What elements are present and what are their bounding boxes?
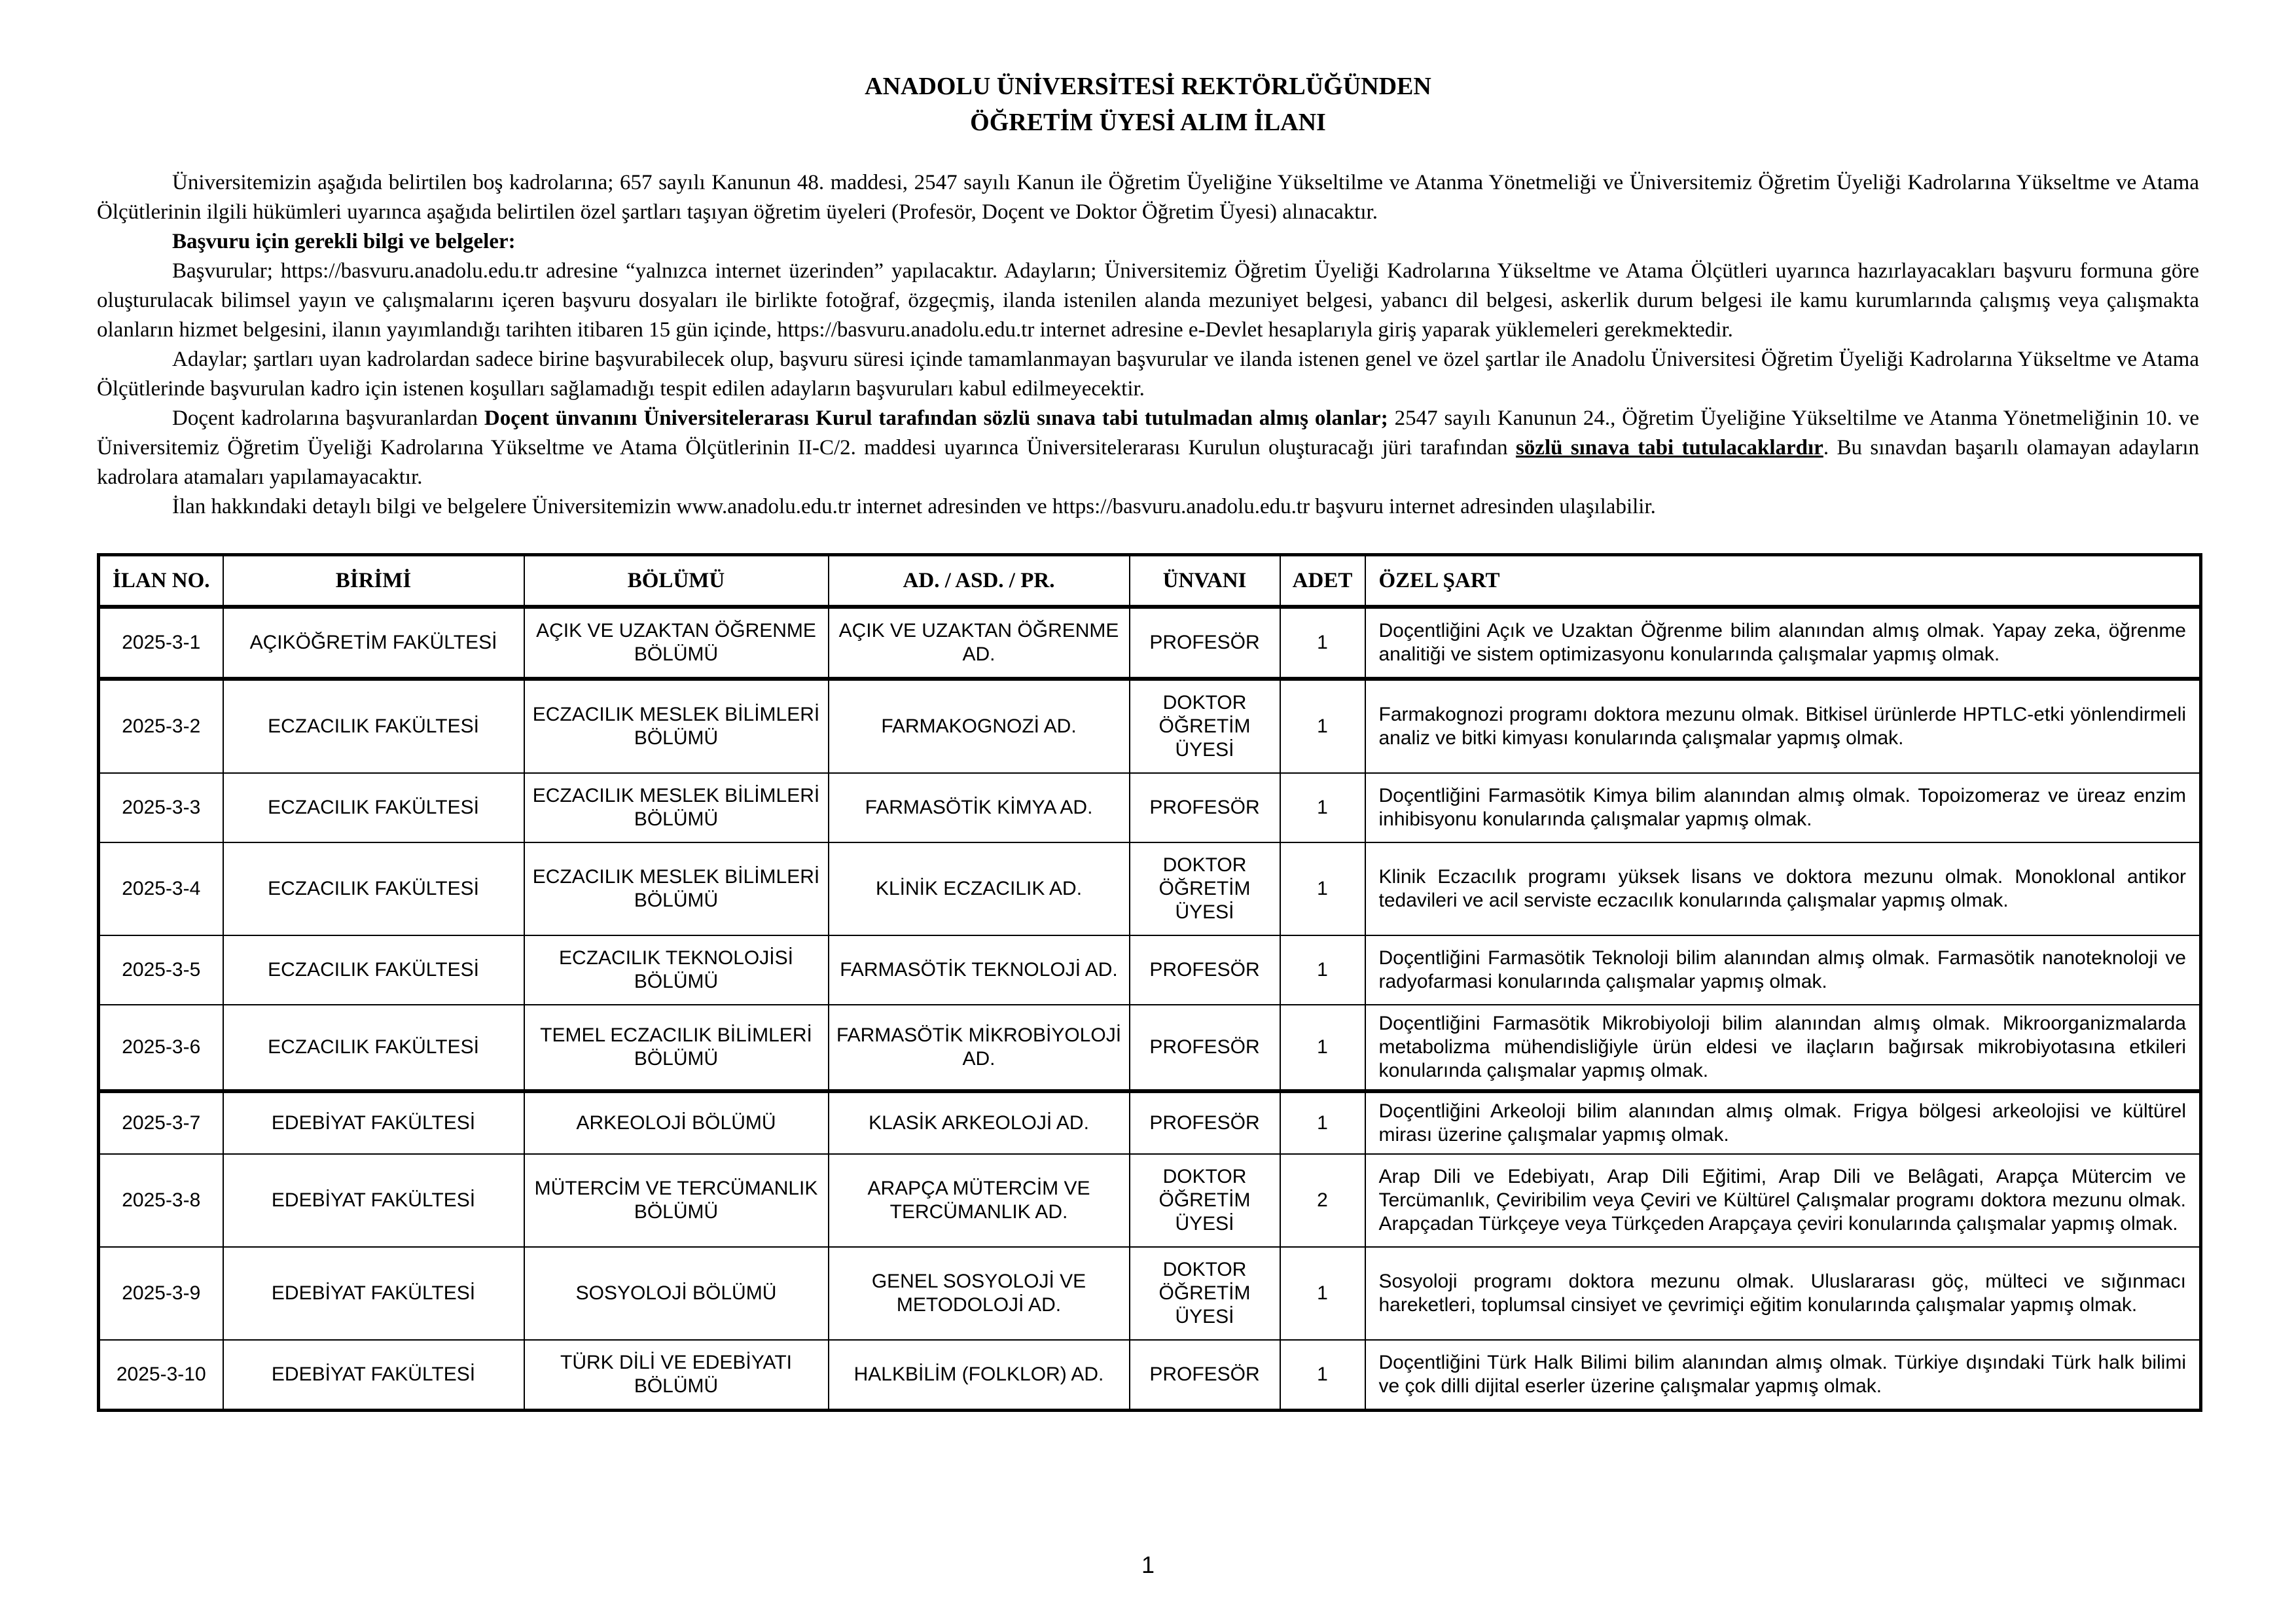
p4-bold-segment-1: Doçent ünvanını Üniversitelerarası Kurul tarafından sözlü sınava tabi tutulmadan almış olanlar; — [484, 406, 1388, 430]
cell-adet: 1 — [1280, 1005, 1365, 1091]
cell-ilan-no: 2025-3-8 — [99, 1154, 223, 1247]
cell-unvani: DOKTOR ÖĞRETİM ÜYESİ — [1130, 842, 1280, 935]
cell-ilan-no: 2025-3-10 — [99, 1340, 223, 1411]
cell-ilan-no: 2025-3-6 — [99, 1005, 223, 1091]
cell-ad: ARAPÇA MÜTERCİM VE TERCÜMANLIK AD. — [829, 1154, 1130, 1247]
cell-unvani: DOKTOR ÖĞRETİM ÜYESİ — [1130, 1247, 1280, 1340]
page-title-line-2: ÖĞRETİM ÜYESİ ALIM İLANI — [970, 109, 1326, 136]
cell-ilan-no: 2025-3-7 — [99, 1091, 223, 1154]
intro-paragraph-5: İlan hakkındaki detaylı bilgi ve belgelere Üniversitemizin www.anadolu.edu.tr internet adresinden ve https://basvuru.anadolu.edu.tr başvuru internet adresinden ulaşılabilir. — [172, 495, 1656, 518]
table-row — [99, 1091, 2201, 1154]
table-row — [99, 1154, 2201, 1247]
column-header-bolumu: BÖLÜMÜ — [524, 555, 829, 607]
cell-unvani: PROFESÖR — [1130, 1091, 1280, 1154]
intro-text — [97, 168, 2199, 522]
cell-ilan-no: 2025-3-3 — [99, 773, 223, 842]
cell-unvani: PROFESÖR — [1130, 935, 1280, 1005]
cell-birimi: EDEBİYAT FAKÜLTESİ — [223, 1154, 524, 1247]
cell-adet: 1 — [1280, 607, 1365, 679]
column-header-ilan-no: İLAN NO. — [99, 555, 223, 607]
cell-ozel-sart: Doçentliğini Farmasötik Kimya bilim alanından almış olmak. Topoizomeraz ve üreaz enzim inhibisyonu konularında çalışmalar yapmış olmak. — [1365, 773, 2201, 842]
cell-bolumu: TÜRK DİLİ VE EDEBİYATI BÖLÜMÜ — [524, 1340, 829, 1411]
cell-ilan-no: 2025-3-1 — [99, 607, 223, 679]
p4-segment-3: . Bu sınavdan başarılı olamayan adayların kadrolara atamaları yapılamayacaktır. — [97, 436, 2199, 489]
cell-ozel-sart: Doçentliğini Arkeoloji bilim alanından almış olmak. Frigya bölgesi arkeolojisi ve kültürel mirası üzerine çalışmalar yapmış olmak. — [1365, 1091, 2201, 1154]
intro-paragraph-3: Adaylar; şartları uyan kadrolardan sadece birine başvurabilecek olup, başvuru süresi içinde tamamlanmayan başvurular ve ilanda istenen genel ve özel şartlar ile Anadolu Üniversitesi Öğretim Üyeliği Kadrolarına Yükseltme ve Atama Ölçütlerinde başvurulan kadro için istenen koşulları sağlamadığı tespit edilen adayların başvuruları kabul edilmeyecektir. — [97, 348, 2199, 401]
cell-adet: 1 — [1280, 679, 1365, 773]
table-row — [99, 773, 2201, 842]
cell-unvani: PROFESÖR — [1130, 607, 1280, 679]
cell-ozel-sart: Doçentliğini Farmasötik Mikrobiyoloji bilim alanından almış olmak. Mikroorganizmalarda metabolizma mühendisliğiyle ürün eldesi ve ilaçların bağırsak mikrobiyotasına etkileri konularında çalışmalar yapmış olmak. — [1365, 1005, 2201, 1091]
intro-paragraph-4 — [97, 404, 2199, 492]
cell-ad: KLASİK ARKEOLOJİ AD. — [829, 1091, 1130, 1154]
cell-unvani: PROFESÖR — [1130, 773, 1280, 842]
intro-paragraph-1: Üniversitemizin aşağıda belirtilen boş kadrolarına; 657 sayılı Kanunun 48. maddesi, 2547 sayılı Kanun ile Öğretim Üyeliğine Yükseltilme ve Atanma Yönetmeliği ve Üniversitemiz Öğretim Üyeliği Kadrolarına Yükseltme ve Atama Ölçütlerinin ilgili hükümleri uyarınca aşağıda belirtilen özel şartları taşıyan öğretim üyeleri (Profesör, Doçent ve Doktor Öğretim Üyesi) alınacaktır. — [97, 171, 2199, 224]
p4-bold-underline-segment: sözlü sınava tabi tutulacaklardır — [1515, 436, 1823, 460]
cell-bolumu: ECZACILIK MESLEK BİLİMLERİ BÖLÜMÜ — [524, 773, 829, 842]
cell-ilan-no: 2025-3-4 — [99, 842, 223, 935]
cell-bolumu: AÇIK VE UZAKTAN ÖĞRENME BÖLÜMÜ — [524, 607, 829, 679]
cell-birimi: EDEBİYAT FAKÜLTESİ — [223, 1091, 524, 1154]
column-header-ozel-sart: ÖZEL ŞART — [1365, 555, 2201, 607]
cell-bolumu: TEMEL ECZACILIK BİLİMLERİ BÖLÜMÜ — [524, 1005, 829, 1091]
cell-adet: 1 — [1280, 1091, 1365, 1154]
page-title-line-1: ANADOLU ÜNİVERSİTESİ REKTÖRLÜĞÜNDEN — [865, 73, 1431, 100]
cell-unvani: PROFESÖR — [1130, 1340, 1280, 1411]
intro-heading: Başvuru için gerekli bilgi ve belgeler: — [172, 230, 516, 253]
cell-ozel-sart: Sosyoloji programı doktora mezunu olmak. Uluslararası göç, mülteci ve sığınmacı hareketleri, toplumsal cinsiyet ve çevrimiçi eğitim konularında çalışmalar yapmış olmak. — [1365, 1247, 2201, 1340]
column-header-unvani: ÜNVANI — [1130, 555, 1280, 607]
p4-segment-1: Doçent kadrolarına başvuranlardan — [172, 406, 484, 430]
cell-ozel-sart: Klinik Eczacılık programı yüksek lisans ve doktora mezunu olmak. Monoklonal antikor tedavileri ve acil serviste eczacılık konularında çalışmalar yapmış olmak. — [1365, 842, 2201, 935]
cell-ad: FARMASÖTİK TEKNOLOJİ AD. — [829, 935, 1130, 1005]
cell-birimi: EDEBİYAT FAKÜLTESİ — [223, 1340, 524, 1411]
table-header-row — [99, 555, 2201, 607]
intro-paragraph-2: Başvurular; https://basvuru.anadolu.edu.tr adresine “yalnızca internet üzerinden” yapılacaktır. Adayların; Üniversitemiz Öğretim Üyeliği Kadrolarına Yükseltme ve Atama Ölçütleri uyarınca hazırlayacakları başvuru formuna göre oluşturulacak bilimsel yayın ve çalışmalarını içeren başvuru dosyaları ile birlikte fotoğraf, özgeçmiş, ilanda istenilen alanda mezuniyet belgesi, yabancı dil belgesi, askerlik durum belgesi ile kamu kurumlarında çalışmış veya çalışmakta olanların hizmet belgesini, ilanın yayımlandığı tarihten itibaren 15 gün içinde, https://basvuru.anadolu.edu.tr internet adresine e-Devlet hesaplarıyla giriş yaparak yüklemeleri gerekmektedir. — [97, 259, 2199, 342]
cell-birimi: ECZACILIK FAKÜLTESİ — [223, 1005, 524, 1091]
cell-ad: GENEL SOSYOLOJİ VE METODOLOJİ AD. — [829, 1247, 1130, 1340]
p4-segment-2: 2547 sayılı Kanunun 24., Öğretim Üyeliğine Yükseltilme ve Atanma Yönetmeliğinin 10. ve Üniversitemiz Öğretim Üyeliği Kadrolarına Yükseltme ve Atama Ölçütlerinin II-C/2. maddesi uyarınca Üniversitelerarası Kurulun oluşturacağı jüri tarafından — [97, 406, 2199, 460]
cell-birimi: ECZACILIK FAKÜLTESİ — [223, 773, 524, 842]
cell-unvani: DOKTOR ÖĞRETİM ÜYESİ — [1130, 679, 1280, 773]
cell-ilan-no: 2025-3-5 — [99, 935, 223, 1005]
page-title — [97, 69, 2199, 141]
cell-unvani: DOKTOR ÖĞRETİM ÜYESİ — [1130, 1154, 1280, 1247]
cell-birimi: ECZACILIK FAKÜLTESİ — [223, 842, 524, 935]
column-header-birimi: BİRİMİ — [223, 555, 524, 607]
cell-birimi: ECZACILIK FAKÜLTESİ — [223, 679, 524, 773]
cell-adet: 2 — [1280, 1154, 1365, 1247]
table-row — [99, 1005, 2201, 1091]
cell-adet: 1 — [1280, 773, 1365, 842]
column-header-adet: ADET — [1280, 555, 1365, 607]
cell-adet: 1 — [1280, 1340, 1365, 1411]
cell-ad: KLİNİK ECZACILIK AD. — [829, 842, 1130, 935]
cell-ad: FARMASÖTİK KİMYA AD. — [829, 773, 1130, 842]
cell-bolumu: ECZACILIK MESLEK BİLİMLERİ BÖLÜMÜ — [524, 679, 829, 773]
cell-ozel-sart: Farmakognozi programı doktora mezunu olmak. Bitkisel ürünlerde HPTLC-etki yönlendirmeli analiz ve bitki kimyası konularında çalışmalar yapmış olmak. — [1365, 679, 2201, 773]
cell-ad: FARMAKOGNOZİ AD. — [829, 679, 1130, 773]
cell-ad: AÇIK VE UZAKTAN ÖĞRENME AD. — [829, 607, 1130, 679]
column-header-ad-asd-pr: AD. / ASD. / PR. — [829, 555, 1130, 607]
cell-bolumu: SOSYOLOJİ BÖLÜMÜ — [524, 1247, 829, 1340]
cell-bolumu: MÜTERCİM VE TERCÜMANLIK BÖLÜMÜ — [524, 1154, 829, 1247]
cell-adet: 1 — [1280, 842, 1365, 935]
cell-ozel-sart: Doçentliğini Farmasötik Teknoloji bilim alanından almış olmak. Farmasötik nanoteknoloji ve radyofarmasi konularında çalışmalar yapmış olmak. — [1365, 935, 2201, 1005]
cell-bolumu: ECZACILIK MESLEK BİLİMLERİ BÖLÜMÜ — [524, 842, 829, 935]
cell-adet: 1 — [1280, 1247, 1365, 1340]
position-table — [97, 553, 2202, 1412]
cell-birimi: AÇIKÖĞRETİM FAKÜLTESİ — [223, 607, 524, 679]
cell-bolumu: ECZACILIK TEKNOLOJİSİ BÖLÜMÜ — [524, 935, 829, 1005]
cell-ad: FARMASÖTİK MİKROBİYOLOJİ AD. — [829, 1005, 1130, 1091]
table-row — [99, 935, 2201, 1005]
cell-bolumu: ARKEOLOJİ BÖLÜMÜ — [524, 1091, 829, 1154]
cell-ozel-sart: Doçentliğini Türk Halk Bilimi bilim alanından almış olmak. Türkiye dışındaki Türk halk bilimi ve çok dilli dijital eserler üzerine çalışmalar yapmış olmak. — [1365, 1340, 2201, 1411]
table-row — [99, 679, 2201, 773]
cell-birimi: ECZACILIK FAKÜLTESİ — [223, 935, 524, 1005]
cell-ilan-no: 2025-3-9 — [99, 1247, 223, 1340]
cell-birimi: EDEBİYAT FAKÜLTESİ — [223, 1247, 524, 1340]
table-row — [99, 842, 2201, 935]
cell-ad: HALKBİLİM (FOLKLOR) AD. — [829, 1340, 1130, 1411]
cell-ilan-no: 2025-3-2 — [99, 679, 223, 773]
table-row — [99, 1247, 2201, 1340]
table-row — [99, 1340, 2201, 1411]
cell-ozel-sart: Arap Dili ve Edebiyatı, Arap Dili Eğitimi, Arap Dili ve Belâgati, Arapça Mütercim ve Tercümanlık, Çeviribilim veya Çeviri ve Kültürel Çalışmalar programı doktora mezunu olmak. Arapçadan Türkçeye veya Türkçeden Arapçaya çeviri konularında çalışmalar yapmış olmak. — [1365, 1154, 2201, 1247]
table-row — [99, 607, 2201, 679]
page-number: 1 — [1141, 1551, 1155, 1578]
cell-ozel-sart: Doçentliğini Açık ve Uzaktan Öğrenme bilim alanından almış olmak. Yapay zeka, öğrenme analitiği ve sistem optimizasyonu konularında çalışmalar yapmış olmak. — [1365, 607, 2201, 679]
cell-adet: 1 — [1280, 935, 1365, 1005]
cell-unvani: PROFESÖR — [1130, 1005, 1280, 1091]
